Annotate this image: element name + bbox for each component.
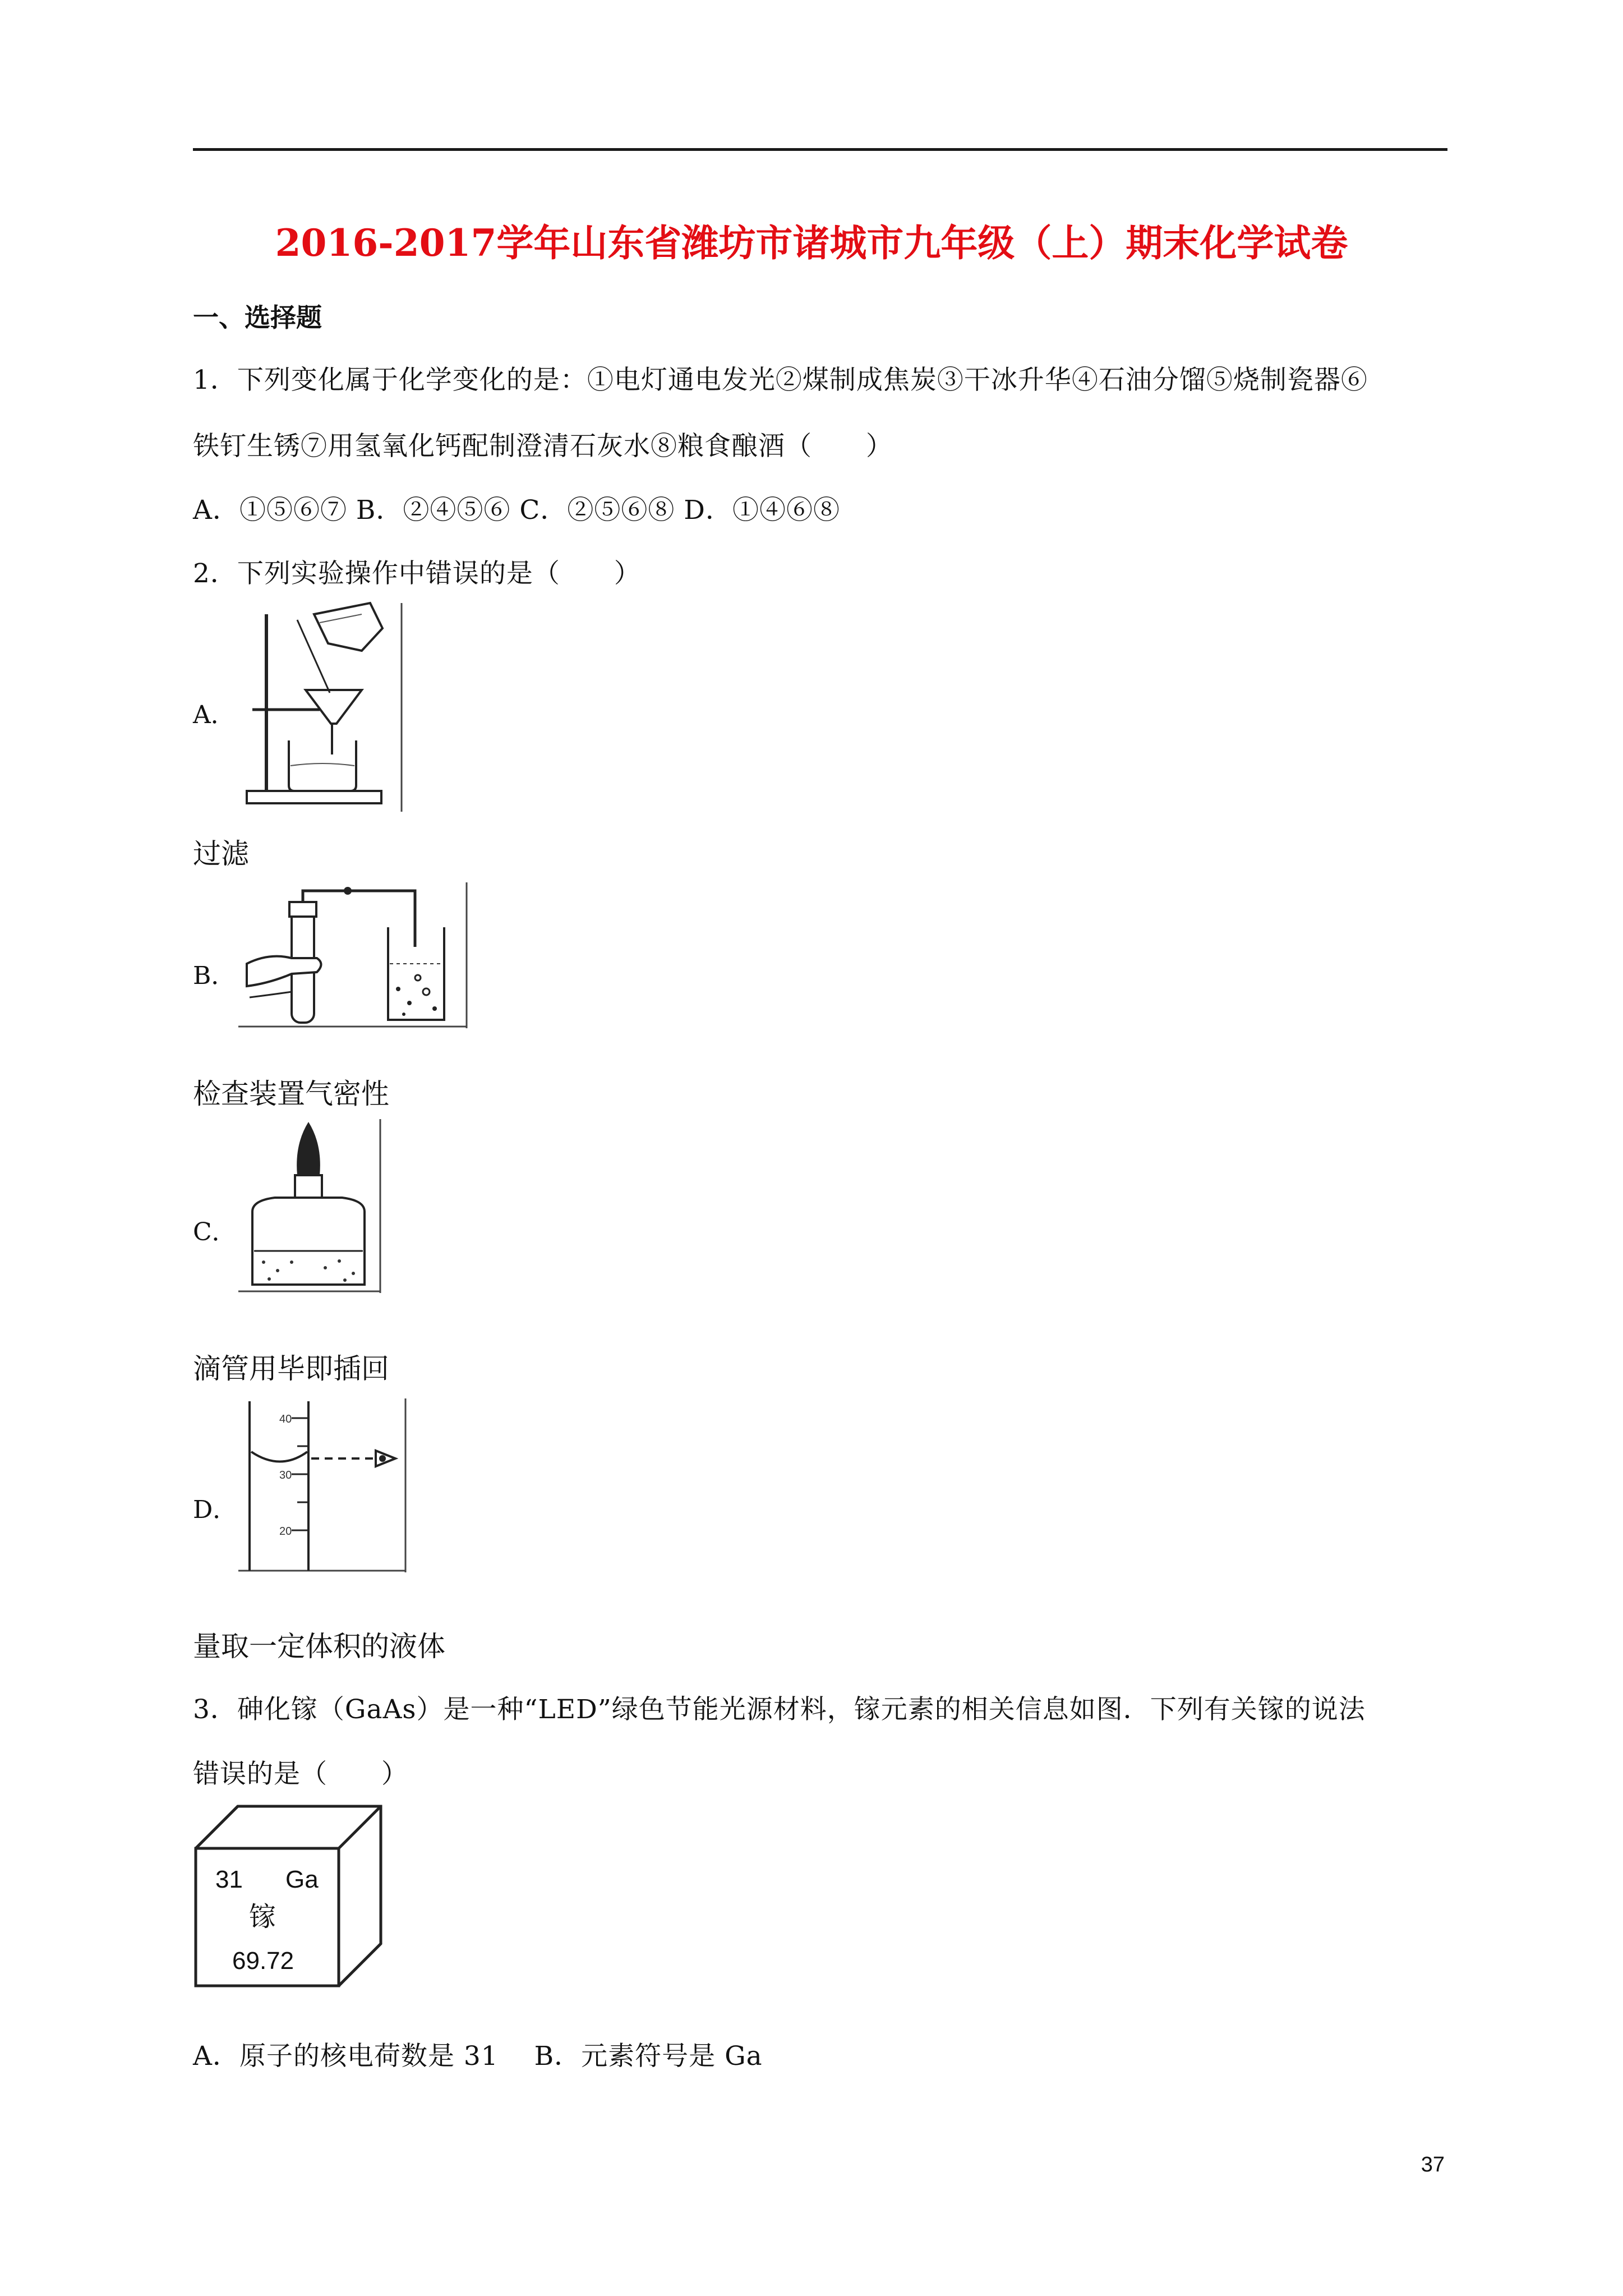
element-symbol: Ga <box>285 1866 319 1893</box>
q1-options: A．①⑤⑥⑦ B．②④⑤⑥ C．②⑤⑥⑧ D．①④⑥⑧ <box>193 495 840 526</box>
dropper-bottle-figure <box>236 1116 384 1296</box>
q2-option-a-caption: 过滤 <box>193 838 249 870</box>
element-mass: 69.72 <box>232 1947 294 1975</box>
element-name: 镓 <box>249 1902 276 1932</box>
graduated-cylinder-figure <box>236 1396 409 1575</box>
q3-line1: 3．砷化镓（GaAs）是一种“LED”绿色节能光源材料，镓元素的相关信息如图．下列有关镓的说法 <box>193 1694 1366 1725</box>
q2-option-d-label: D． <box>193 1496 238 1524</box>
q3-line2: 错误的是（ ） <box>193 1759 408 1789</box>
q1-line2: 铁钉生锈⑦用氢氧化钙配制澄清石灰水⑧粮食酿酒（ ） <box>193 431 893 462</box>
q2-option-a-label: A． <box>193 701 236 729</box>
q2-option-b-label: B． <box>193 961 236 990</box>
cylinder-tick-label: 30 <box>279 1469 292 1481</box>
q2-stem: 2．下列实验操作中错误的是（ ） <box>193 558 641 589</box>
airtightness-check-figure <box>236 880 471 1031</box>
q2-option-c-caption: 滴管用毕即插回 <box>193 1352 389 1385</box>
q2-option-b-caption: 检查装置气密性 <box>193 1078 389 1110</box>
filtration-figure <box>236 597 409 816</box>
q3-options: A．原子的核电荷数是 31 B．元素符号是 Ga <box>193 2041 763 2072</box>
q1-line1: 1．下列变化属于化学变化的是：①电灯通电发光②煤制成焦炭③干冰升华④石油分馏⑤烧制瓷器⑥ <box>193 365 1368 395</box>
cylinder-tick-label: 40 <box>279 1413 292 1425</box>
header-rule <box>193 148 1447 151</box>
element-card-figure <box>193 1803 384 1989</box>
page-number: 37 <box>1421 2153 1445 2177</box>
q2-option-d-caption: 量取一定体积的液体 <box>193 1630 445 1663</box>
element-number: 31 <box>215 1866 243 1893</box>
page-title: 2016-2017学年山东省潍坊市诸城市九年级（上）期末化学试卷 <box>275 221 1348 265</box>
cylinder-tick-label: 20 <box>279 1525 292 1538</box>
q2-option-c-label: C． <box>193 1218 237 1246</box>
section-heading: 一、选择题 <box>193 302 322 333</box>
